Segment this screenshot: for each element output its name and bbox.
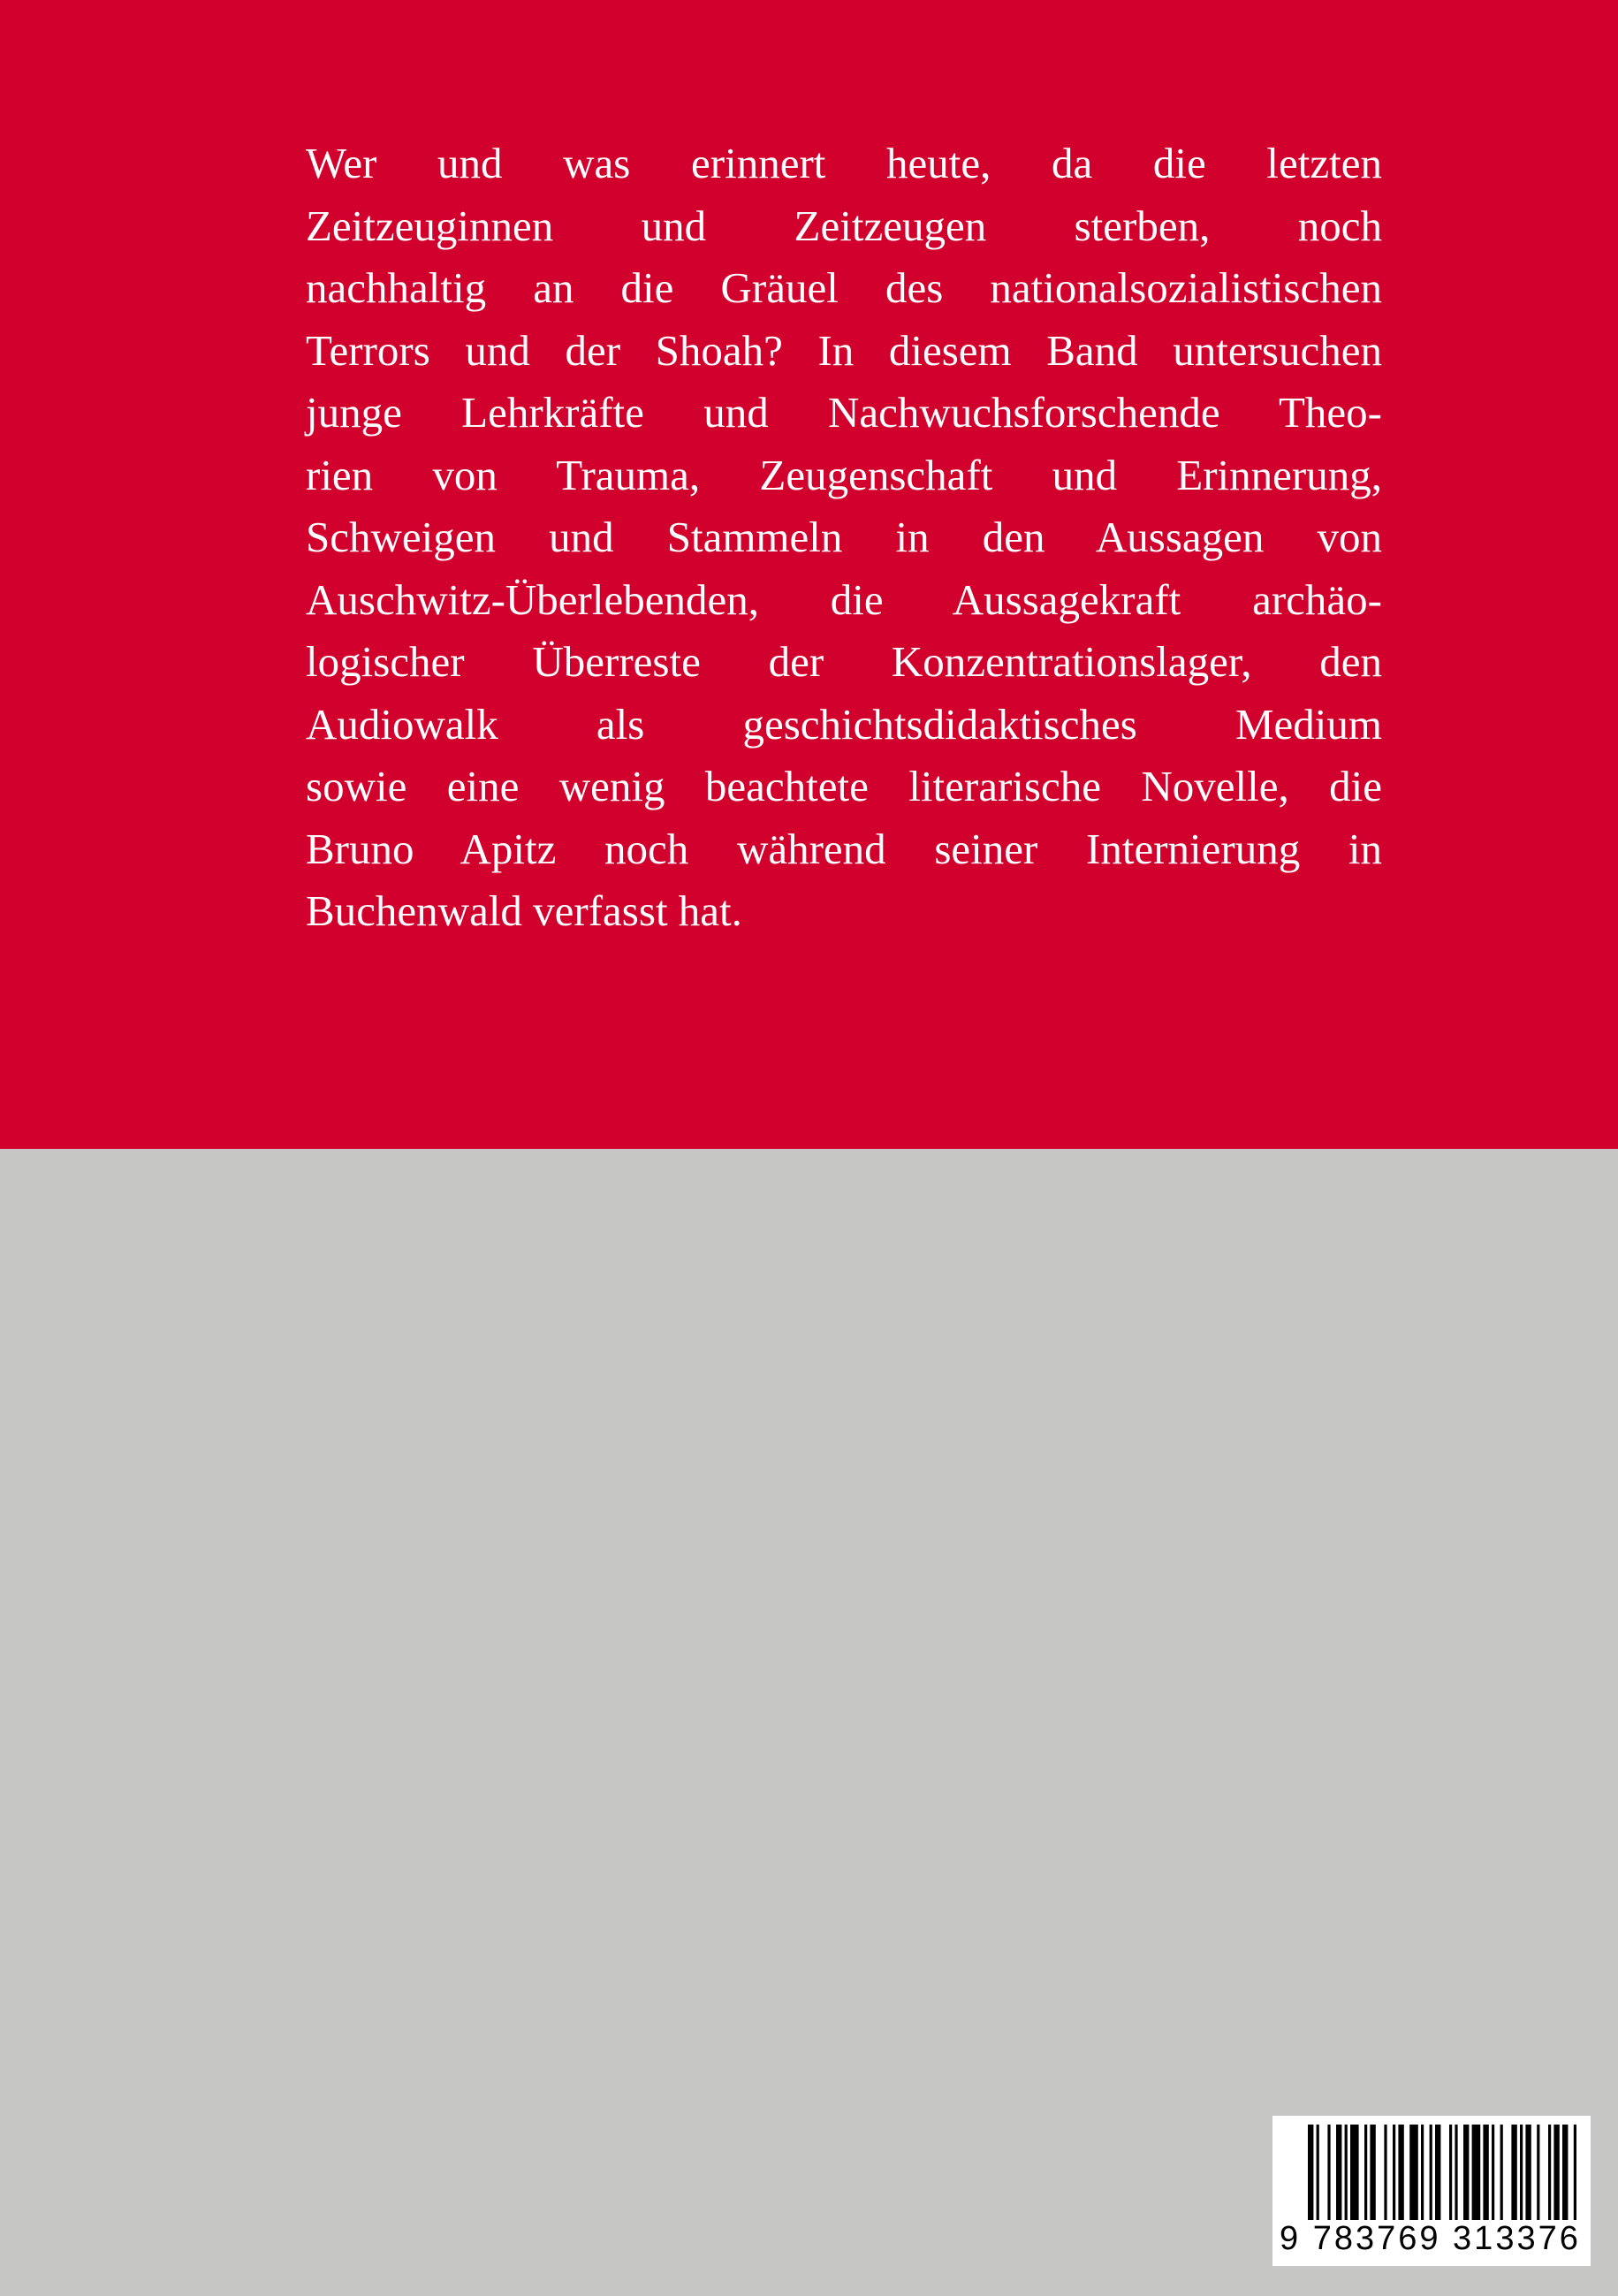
barcode-bar [1393,2125,1395,2220]
barcode-bar [1525,2125,1531,2220]
barcode-bar [1472,2125,1481,2220]
barcode-bar [1463,2125,1469,2220]
barcode-bar [1336,2125,1341,2220]
blurb-line: nachhaltig an die Gräuel des nationalsozialistischen [306,263,1382,312]
blurb-line: Auschwitz-Überlebenden, die Aussagekraft archäo- [306,574,1382,624]
blurb-line: sowie eine wenig beachtete literarische Novelle, die [306,762,1382,810]
barcode-bar [1308,2125,1313,2220]
back-cover-blurb [306,133,1382,943]
barcode-bars [1308,2125,1582,2220]
barcode-bar [1345,2125,1348,2220]
barcode-bar [1409,2125,1418,2220]
barcode-bar [1455,2125,1457,2220]
barcode-bar [1537,2125,1539,2220]
barcode-bar [1449,2125,1452,2220]
blurb-line: logischer Überreste der Konzentrationslager, den [306,637,1382,686]
blurb-line: Schweigen und Stammeln in den Aussagen von [306,513,1382,561]
blurb-line: Terrors und der Shoah? In diesem Band untersuchen [306,325,1382,375]
blurb-line: Audiowalk als geschichtsdidaktisches Medium [306,699,1382,749]
barcode-bar [1511,2125,1516,2220]
blurb-line: junge Lehrkräfte und Nachwuchsforschende Theo- [306,388,1382,437]
barcode-bar [1562,2125,1568,2220]
barcode-bar [1421,2125,1424,2220]
isbn-number: 9 783769 313376 [1280,2220,1581,2257]
barcode-bar [1364,2125,1367,2220]
barcode-bar [1317,2125,1319,2220]
barcode-bar [1384,2125,1386,2220]
blurb-line: Wer und was erinnert heute, da die letzten [306,139,1382,187]
barcode-bar [1574,2125,1576,2220]
barcode-bar [1492,2125,1494,2220]
barcode-bar [1435,2125,1440,2220]
barcode-bar [1430,2125,1432,2220]
blurb-line: Zeitzeuginnen und Zeitzeugen sterben, noch [306,201,1382,250]
barcode-bar [1327,2125,1330,2220]
blurb-line: Bruno Apitz noch während seiner Internierung in [306,824,1382,873]
blurb-line: Buchenwald verfasst hat. [306,886,742,935]
barcode-bar [1500,2125,1503,2220]
barcode-bar [1483,2125,1488,2220]
barcode-bar [1548,2125,1551,2220]
barcode-bar [1350,2125,1359,2220]
barcode-bar [1398,2125,1403,2220]
barcode-bar [1553,2125,1559,2220]
isbn-barcode [1272,2116,1591,2266]
barcode-bar [1370,2125,1375,2220]
barcode-bar [1520,2125,1523,2220]
blurb-line: rien von Trauma, Zeugenschaft und Erinnerung, [306,450,1382,499]
